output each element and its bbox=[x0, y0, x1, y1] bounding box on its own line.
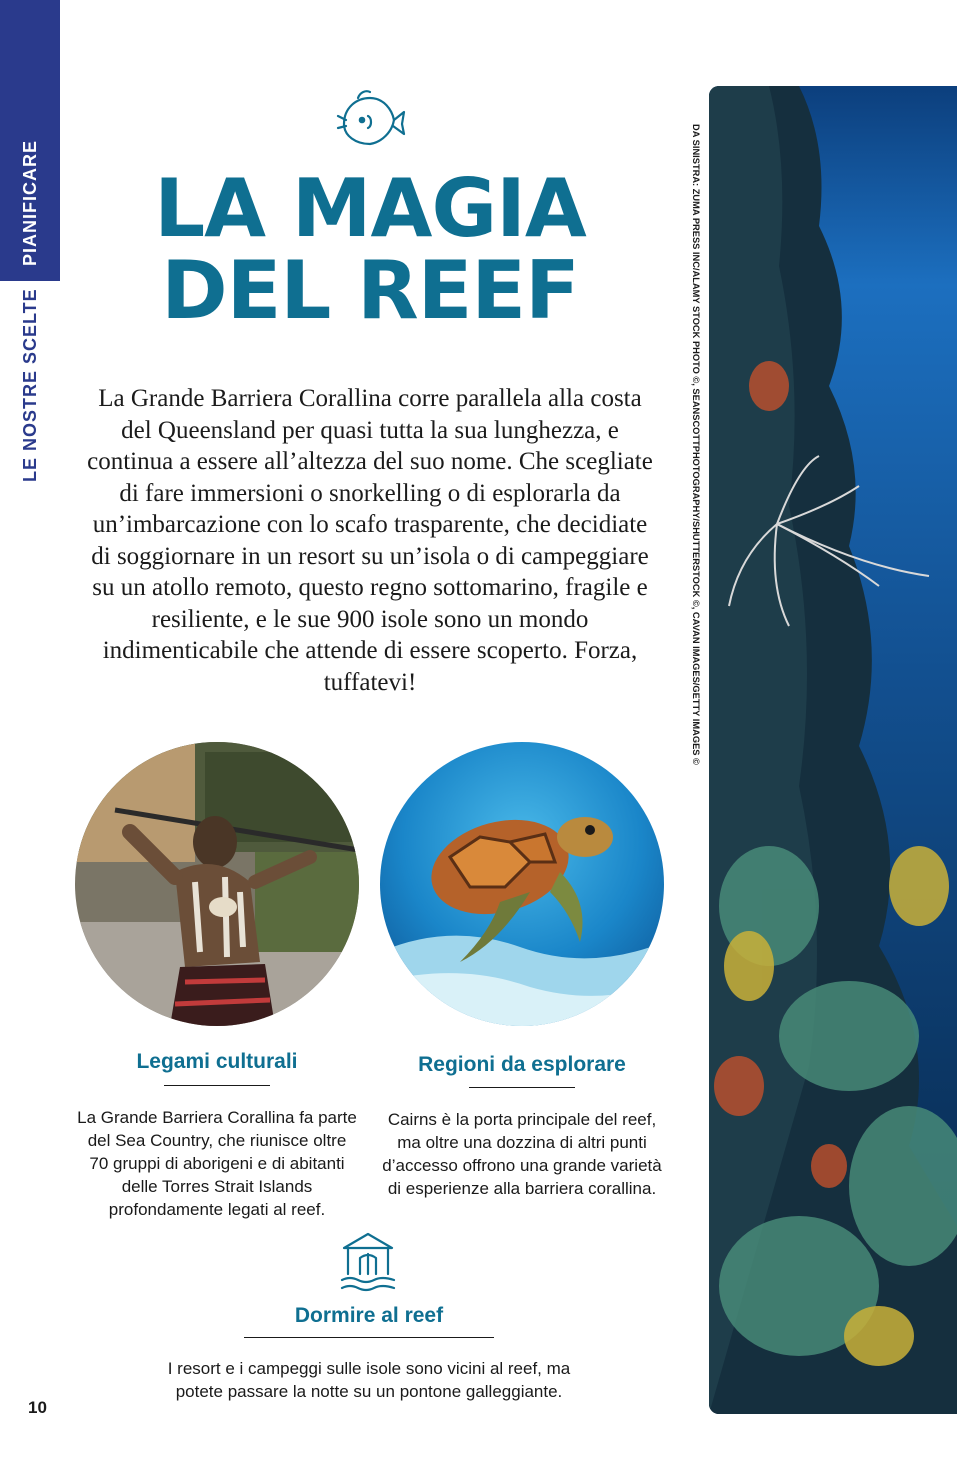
regions-divider bbox=[469, 1087, 575, 1088]
photo-credit-text: DA SINISTRA: ZUMA PRESS INC/ALAMY STOCK PHOTO ©, SEANSCOTTPHOTOGRAPHY/SHUTTERSTOCK ©, CAVAN IMAGES/GETTY IMAGES © bbox=[691, 124, 701, 765]
title-line-2: DEL REEF bbox=[161, 244, 579, 337]
regions-title: Regioni da esplorare bbox=[418, 1053, 626, 1076]
bungalow-icon bbox=[336, 1230, 400, 1294]
fish-icon bbox=[334, 86, 406, 158]
cultural-performer-photo bbox=[75, 742, 359, 1026]
sleep-title: Dormire al reef bbox=[294, 1304, 444, 1327]
page-title bbox=[0, 162, 740, 337]
regions-text: Cairns è la porta principale del reef, ma oltre una dozzina di altri punti d’accesso offrono una grande varietà di esperienze alla barriera corallina. bbox=[382, 1110, 662, 1198]
subsection-label: LE NOSTRE SCELTE bbox=[20, 288, 40, 482]
sleep-text: I resort e i campeggi sulle isole sono vicini al reef, ma potete passare la notte su un pontone galleggiante. bbox=[167, 1359, 571, 1401]
intro-paragraph: La Grande Barriera Corallina corre parallela alla costa del Queensland per quasi tutta la sua lunghezza, e continua a essere all’altezza del suo nome. Che scegliate di fare immersioni o snorkelling o di esplorarla da un’imbarcazione con lo scafo trasparente, che decidiate di soggiornare in un resort su un’isola o di campeggiare su un atollo remoto, questo regno sottomarino, fragile e resiliente, e le sue 900 isole sono un mondo indimenticabile che attende di essere scoperto. Forza, tuffatevi! bbox=[87, 385, 653, 696]
section-label: PIANIFICARE bbox=[20, 139, 40, 266]
culture-title: Legami culturali bbox=[136, 1050, 298, 1073]
sea-turtle-photo bbox=[380, 742, 664, 1026]
culture-divider bbox=[164, 1085, 270, 1086]
culture-text: La Grande Barriera Corallina fa parte del Sea Country, che riunisce oltre 70 gruppi di aborigeni e di abitanti delle Torres Strait Islands profondamente legati al reef. bbox=[77, 1108, 357, 1219]
title-line-1: LA MAGIA bbox=[154, 162, 586, 255]
coral-reef-photo bbox=[709, 86, 957, 1414]
page-number: 10 bbox=[28, 1398, 47, 1417]
sleep-divider bbox=[244, 1337, 494, 1338]
photo-credit bbox=[690, 124, 701, 810]
